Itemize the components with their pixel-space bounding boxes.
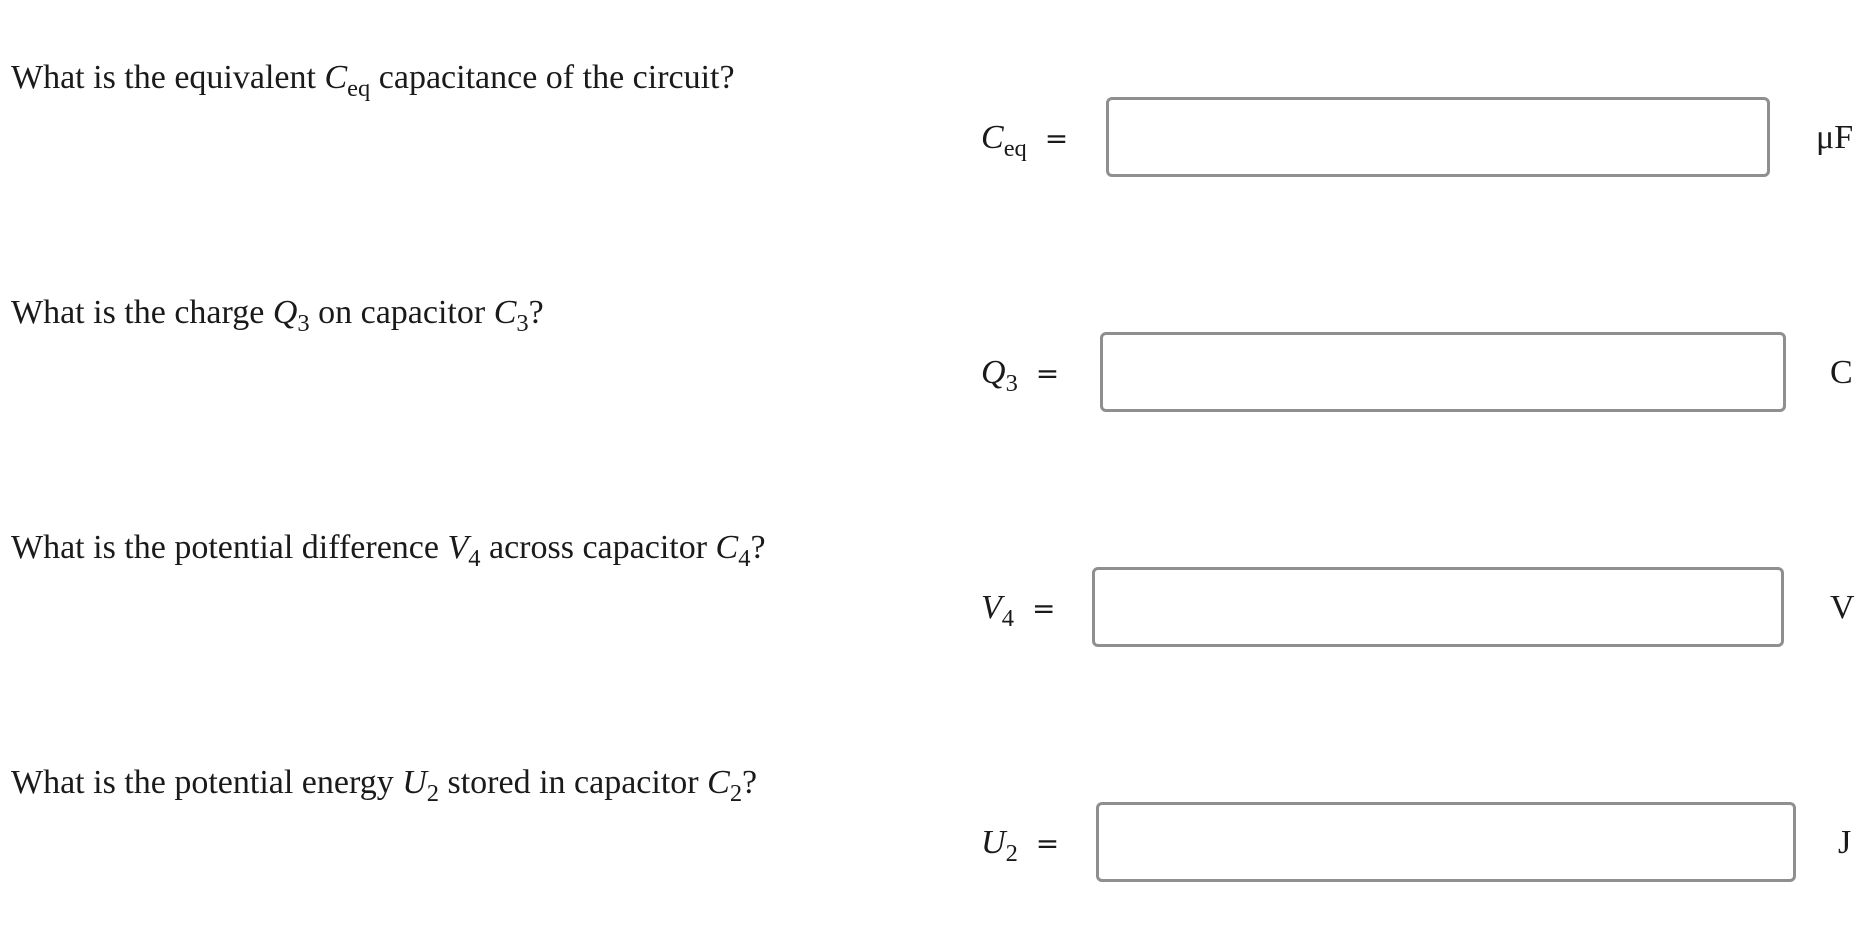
question-prefix: What is the equivalent (11, 59, 325, 96)
question-prefix: What is the potential difference (11, 529, 448, 566)
question-middle: on capacitor (309, 294, 494, 331)
question-suffix: ? (750, 529, 766, 566)
target-symbol: $C_4$ (715, 529, 751, 572)
question-suffix: ? (742, 764, 758, 801)
question-q3 (0, 235, 1866, 465)
u2-answer-input[interactable] (1096, 802, 1796, 882)
unit-label: C (1830, 354, 1853, 391)
question-text (11, 58, 735, 102)
unit-label: J (1838, 824, 1852, 861)
unit-label: V (1830, 589, 1855, 626)
q3-answer-input[interactable] (1100, 332, 1786, 412)
target-symbol: $C_3$ (493, 294, 529, 337)
ceq-answer-input[interactable] (1106, 97, 1770, 177)
question-text (11, 528, 766, 572)
question-text (11, 763, 758, 807)
question-u2 (0, 705, 1866, 935)
target-symbol: $C_2$ (707, 764, 743, 807)
answer-label: $V_4$ = (981, 589, 1056, 632)
question-middle: across capacitor (480, 529, 716, 566)
answer-label: $Q_3$ = (981, 354, 1060, 397)
question-suffix: ? (528, 294, 544, 331)
symbol: $C_{eq}$ (324, 59, 371, 102)
symbol: $Q_3$ (272, 294, 310, 337)
question-prefix: What is the potential energy (11, 764, 403, 801)
symbol: $U_2$ (402, 764, 439, 807)
symbol: $V_4$ (447, 529, 481, 572)
unit-label: μF (1816, 119, 1854, 156)
question-middle: stored in capacitor (439, 764, 708, 801)
v4-answer-input[interactable] (1092, 567, 1784, 647)
question-suffix: capacitance of the circuit? (370, 59, 735, 96)
answer-label: $C_{eq}$ = (981, 119, 1069, 162)
question-prefix: What is the charge (11, 294, 273, 331)
question-text (11, 293, 544, 337)
answer-label: $U_2$ = (981, 824, 1060, 867)
question-v4 (0, 470, 1866, 700)
question-ceq (0, 0, 1866, 230)
